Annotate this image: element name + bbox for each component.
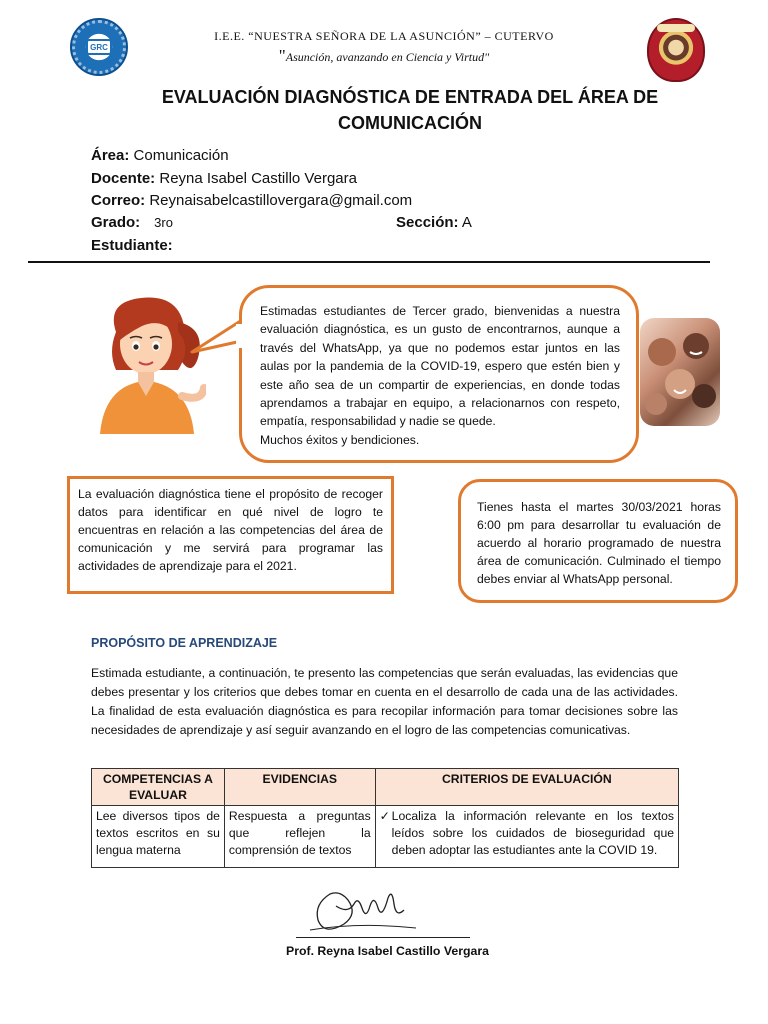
evaluation-purpose-box: La evaluación diagnóstica tiene el propósito de recoger datos para identificar en qué nivel de logro te encuentras en relación a las competencias del área de comunicación y me servirá para programar las actividades de aprendizaje para el 2021. [67, 476, 394, 594]
teacher-avatar-illustration [86, 292, 206, 434]
learning-purpose-heading: PROPÓSITO DE APRENDIZAJE [91, 636, 278, 650]
document-title [150, 84, 670, 136]
title-line-1: EVALUACIÓN DIAGNÓSTICA DE ENTRADA DEL ÁREA DE [161, 87, 659, 107]
header-competencias: COMPETENCIAS A EVALUAR [92, 769, 225, 806]
grado-value: 3ro [154, 215, 173, 230]
estudiante-label: Estudiante: [91, 237, 173, 254]
checkmark-icon: ✓ [379, 809, 390, 823]
deadline-box: Tienes hasta el martes 30/03/2021 horas 6:00 pm para desarrollar tu evaluación de acuerdo al horario programado de nuestra área de comunicación. Culminado el tiempo debes enviar al WhatsApp personal. [458, 479, 738, 603]
seccion-label: Sección: [396, 214, 459, 231]
header-evidencias: EVIDENCIAS [224, 769, 375, 806]
logo-left-text: GRC [86, 39, 112, 55]
title-line-2: COMUNICACIÓN [338, 113, 482, 133]
correo-row [91, 192, 412, 209]
criterio-cell [375, 806, 678, 868]
table-row [92, 806, 679, 868]
school-motto: "Asunción, avanzando en Ciencia y Virtud" [278, 46, 490, 65]
estudiante-row [91, 237, 173, 254]
signature-name: Prof. Reyna Isabel Castillo Vergara [286, 944, 489, 958]
correo-value: Reynaisabelcastillovergara@gmail.com [145, 192, 413, 209]
learning-purpose-text: Estimada estudiante, a continuación, te presento las competencias que serán evaluadas, las evidencias que debes presentar y los criterios que debes tomar en cuenta en el desarrollo de cada una de las actividades. La finalidad de esta evaluación diagnóstica es para recopilar información para tomar decisiones sobre las necesidades de aprendizaje y así seguir avanzando en el logro de las competencias comunicativas. [91, 666, 678, 737]
docente-row [91, 170, 357, 187]
criterio-text: Localiza la información relevante en los textos leídos sobre los cuidados de bioseguridad que deben adoptar las estudiantes ante la COVID 19. [391, 809, 674, 857]
welcome-closing: Muchos éxitos y bendiciones. [260, 432, 420, 447]
handwritten-signature [300, 884, 420, 942]
grado-label: Grado: [91, 214, 141, 231]
docente-value: Reyna Isabel Castillo Vergara [155, 170, 357, 187]
area-row [91, 147, 229, 164]
seccion-value: A [458, 214, 472, 231]
motto-text: Asunción, avanzando en Ciencia y Virtud [285, 50, 485, 64]
header-criterios: CRITERIOS DE EVALUACIÓN [375, 769, 678, 806]
grado-row [91, 214, 173, 231]
docente-label: Docente: [91, 170, 156, 187]
correo-label: Correo: [91, 192, 146, 209]
school-logo-left [70, 18, 128, 76]
signature-line [296, 937, 470, 938]
welcome-speech-bubble [239, 285, 639, 463]
bubble-tail-mask [236, 324, 246, 348]
competencia-cell: Lee diversos tipos de textos escritos en su lengua materna [92, 806, 225, 868]
evidencia-cell: Respuesta a preguntas que reflejen la comprensión de textos [224, 806, 375, 868]
school-crest-right [647, 18, 705, 82]
table-header-row [92, 769, 679, 806]
welcome-message: Estimadas estudiantes de Tercer grado, bienvenidas a nuestra evaluación diagnóstica, es un gusto de encontrarnos, aunque a través del WhatsApp, ya que no podemos estar juntos en las aulas por la pandemia de la COVID-19, espero que estén bien y este año sea de un compartir de experiencias, en donde todas aprendamos a trabajar en equipo, a relacionarnos con respeto, empatía, responsabilidad y nadie se quede. [260, 304, 620, 429]
school-name: I.E.E. “NUESTRA SEÑORA DE LA ASUNCIÓN” – CUTERVO [214, 29, 554, 43]
header-divider [28, 261, 710, 263]
area-value: Comunicación [129, 147, 229, 164]
competencies-table [91, 768, 679, 868]
seccion-row [396, 214, 472, 231]
area-label: Área: [91, 147, 130, 164]
students-photo [640, 318, 720, 426]
